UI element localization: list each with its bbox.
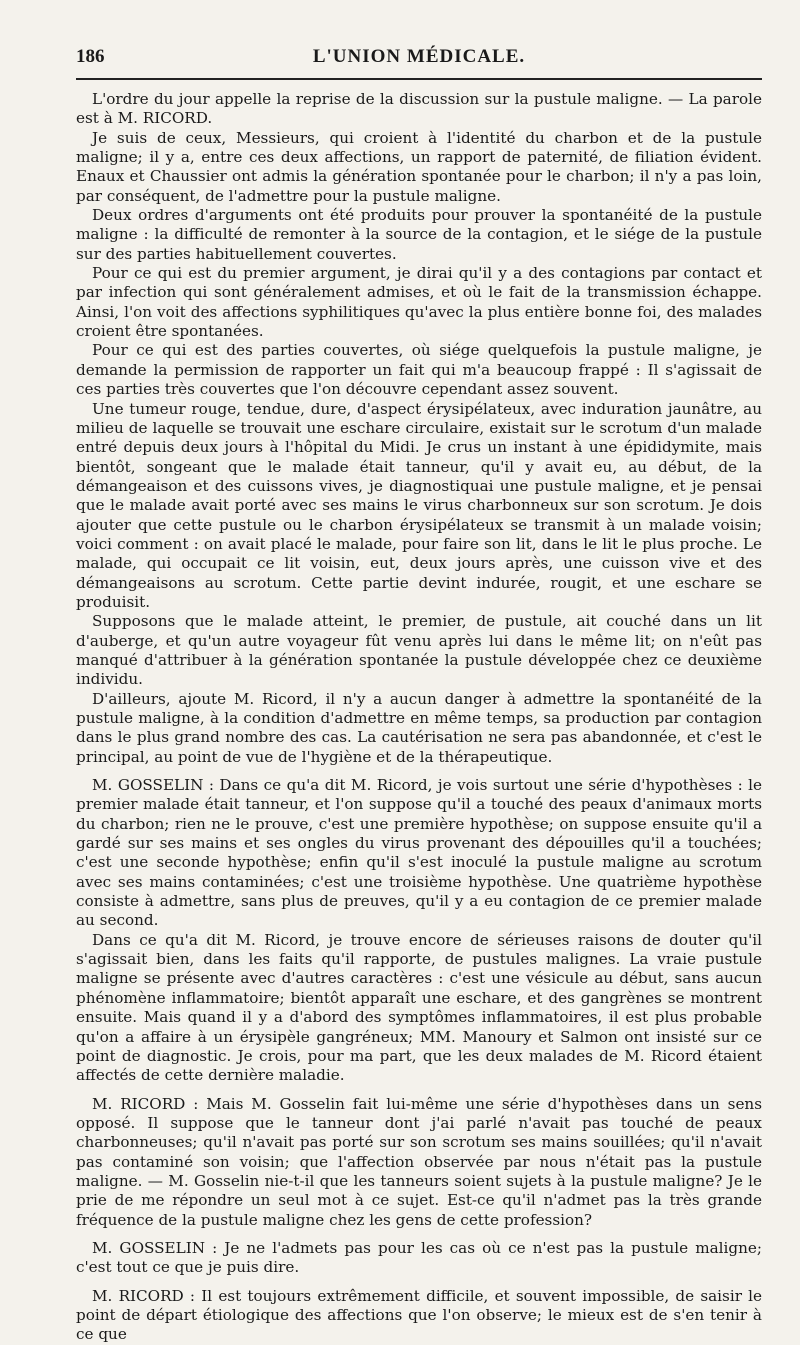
paragraph: Dans ce qu'a dit M. Ricord, je trouve encore de sérieuses raisons de douter qu'il s'agissait bien, dans les faits qu'il rapporte, de pustules malignes. La vraie pustule maligne se présente avec d'autres caractères : c'est une vésicule au début, sans aucun phénomène inflammatoire; bientôt apparaît une eschare, et des gangrènes se montrent ensuite. Mais quand il y a d'abord des symptômes inflammatoires, il est plus probable qu'on a affaire à un érysipèle gangréneux; MM. Manoury et Salmon ont insisté sur ce point de diagnostic. Je crois, pour ma part, que les deux malades de M. Ricord étaient affectés de cette dernière maladie. [76,930,762,1085]
article-body [76,90,762,1345]
page-number: 186 [76,46,105,67]
paragraph: Pour ce qui est du premier argument, je dirai qu'il y a des contagions par contact et par infection qui sont généralement admises, et où le fait de la transmission échappe. Ainsi, l'on voit des affections syphilitiques qu'avec la plus entière bonne foi, des malades croient être spontanées. [76,264,762,341]
speaker-paragraph: M. GOSSELIN : Je ne l'admets pas pour les cas où ce n'est pas la pustule maligne; c'est tout ce que je puis dire. [76,1238,762,1277]
paragraph: Je suis de ceux, Messieurs, qui croient à l'identité du charbon et de la pustule maligne; il y a, entre ces deux affections, un rapport de paternité, de filiation évident. Enaux et Chaussier ont admis la génération spontanée pour le charbon; il n'y a pas loin, par conséquent, de l'admettre pour la pustule maligne. [76,128,762,205]
paragraph: Une tumeur rouge, tendue, dure, d'aspect érysipélateux, avec induration jaunâtre, au milieu de laquelle se trouvait une eschare circulaire, existait sur le scrotum d'un malade entré depuis deux jours à l'hôpital du Midi. Je crus un instant à une épididymite, mais bientôt, songeant que le malade était tanneur, qu'il y avait eu, au début, de la démangeaison et des cuissons vives, je diagnostiquai une pustule maligne, et je pensai que le malade avait porté avec ses mains le virus charbonneux sur son scrotum. Je dois ajouter que cette pustule ou le charbon érysipélateux se transmit à un malade voisin; voici comment : on avait placé le malade, pour faire son lit, dans le lit le plus proche. Le malade, qui occupait ce lit voisin, eut, deux jours après, une cuisson vive et des démangeaisons au scrotum. Cette partie devint indurée, rougit, et une eschare se produisit. [76,399,762,611]
speaker-name: M. GOSSELIN : [92,1238,218,1257]
speaker-paragraph: M. RICORD : Il est toujours extrêmement difficile, et souvent impossible, de saisir le point de départ étiologique des affections que l'on observe; le mieux est de s'en tenir à ce que [76,1286,763,1344]
paragraph-intro: L'ordre du jour appelle la reprise de la discussion sur la pustule maligne. — La parole est à M. RICORD. [76,90,762,128]
speaker-name: M. RICORD : [92,1286,196,1305]
running-title: L'UNION MÉDICALE. [312,46,526,67]
speaker-name: M. GOSSELIN : [92,776,214,795]
paragraph: Pour ce qui est des parties couvertes, où siége quelquefois la pustule maligne, je demande la permission de rapporter un fait qui m'a beaucoup frappé : Il s'agissait de ces parties très couvertes que l'on découvre cependant assez souvent. [76,341,762,399]
speaker-paragraph: M. GOSSELIN : Dans ce qu'a dit M. Ricord, je vois surtout une série d'hypothèses : le premier malade était tanneur, et l'on suppose qu'il a touché des peaux d'animaux morts du charbon; rien ne le prouve, c'est une première hypothèse; on suppose ensuite qu'il a gardé sur ses mains et ses ongles du virus provenant des dépouilles qu'il a touchées; c'est une seconde hypothèse; enfin qu'il s'est inoculé la pustule maligne au scrotum avec ses mains contaminées; c'est une troisième hypothèse. Une quatrième hypothèse consiste à admettre, sans plus de preuves, qu'il y a eu contagion de ce premier malade au second. [76,776,762,930]
speaker-name: M. RICORD : [92,1094,199,1113]
paragraph: Deux ordres d'arguments ont été produits pour prouver la spontanéité de la pustule maligne : la difficulté de remonter à la source de la contagion, et le siége de la pustule sur des parties habituellement couvertes. [76,206,762,263]
paragraph: D'ailleurs, ajoute M. Ricord, il n'y a aucun danger à admettre la spontanéité de la pustule maligne, à la condition d'admettre en même temps, sa production par contagion dans le plus grand nombre des cas. La cautérisation ne sera pas abandonnée, et c'est le principal, au point de vue de l'hygiène et de la thérapeutique. [76,689,762,766]
speaker-paragraph: M. RICORD : Mais M. Gosselin fait lui-même une série d'hypothèses dans un sens opposé. Il suppose que le tanneur dont j'ai parlé n'avait pas touché de peaux charbonneuses; qu'il n'avait pas porté sur son scrotum ses mains souillées; qu'il n'avait pas contaminé son voisin; que l'affection observée par nous n'était pas la pustule maligne. — M. Gosselin nie-t-il que les tanneurs soient sujets à la pustule maligne? Je le prie de me répondre un seul mot à ce sujet. Est-ce qu'il n'admet pas la très grande fréquence de la pustule maligne chez les gens de cette profession? [76,1094,763,1229]
page-header [76,44,762,80]
paragraph: Supposons que le malade atteint, le premier, de pustule, ait couché dans un lit d'auberge, et qu'un autre voyageur fût venu après lui dans le même lit; on n'eût pas manqué d'attribuer à la génération spontanée la pustule développée chez ce deuxième individu. [76,612,762,689]
